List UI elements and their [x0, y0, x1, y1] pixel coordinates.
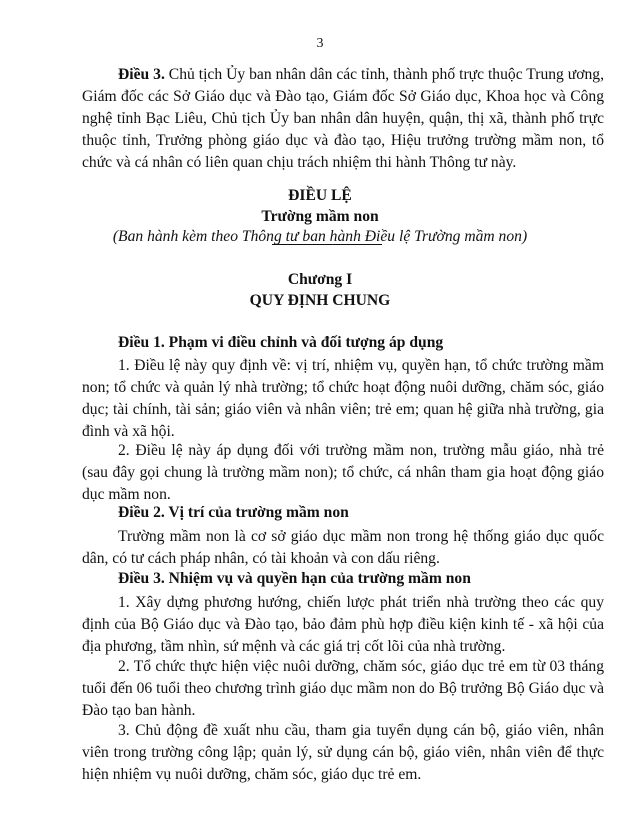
article-3-paragraph-1: 1. Xây dựng phương hướng, chiến lược phát triển nhà trường theo các quy định của Bộ Giáo dục và Đào tạo, bảo đảm phù hợp điều kiện kinh tế - xã hội của địa phương, tầm nhìn, sứ mệnh và các giá trị cốt lõi của nhà trường.: [82, 594, 604, 655]
intro-article-3: [82, 64, 604, 174]
article-3-paragraph-2: 2. Tổ chức thực hiện việc nuôi dưỡng, chăm sóc, giáo dục trẻ em từ 03 tháng tuổi đến 06 tuổi theo chương trình giáo dục mầm non do Bộ trưởng Bộ Giáo dục và Đào tạo ban hành.: [82, 658, 604, 719]
document-note: (Ban hành kèm theo Thông tư ban hành Điều lệ Trường mầm non): [112, 228, 528, 245]
document-subtitle: Trường mầm non: [261, 208, 379, 225]
article-2-heading: Điều 2. Vị trí của trường mầm non: [118, 504, 349, 521]
page-number: 3: [316, 36, 324, 51]
article-1-paragraph-1: 1. Điều lệ này quy định về: vị trí, nhiệm vụ, quyền hạn, tổ chức trường mầm non; tổ chức và quản lý nhà trường; tổ chức hoạt động nuôi dưỡng, chăm sóc, giáo dục; tài chính, tài sản; giáo viên và nhân viên; trẻ em; quan hệ giữa nhà trường, gia đình và xã hội.: [82, 357, 604, 440]
intro-text: Chủ tịch Ủy ban nhân dân các tỉnh, thành phố trực thuộc Trung ương, Giám đốc các Sở Giáo dục và Đào tạo, Giám đốc Sở Giáo dục, Khoa học và Công nghệ tỉnh Bạc Liêu, Chủ tịch Ủy ban nhân dân huyện, quận, thị xã, thành phố trực thuộc tỉnh, Trưởng phòng giáo dục và đào tạo, Hiệu trưởng trường mầm non, tổ chức và cá nhân có liên quan chịu trách nhiệm thi hành Thông tư này.: [82, 66, 604, 171]
article-1-paragraph-2: 2. Điều lệ này áp dụng đối với trường mầm non, trường mẫu giáo, nhà trẻ (sau đây gọi chung là trường mầm non); tổ chức, cá nhân tham gia hoạt động giáo dục mầm non.: [82, 442, 604, 503]
chapter-title: QUY ĐỊNH CHUNG: [249, 292, 391, 309]
document-title: ĐIỀU LỆ: [288, 187, 352, 204]
article-3-paragraph-3: 3. Chủ động đề xuất nhu cầu, tham gia tuyển dụng cán bộ, giáo viên, nhân viên trong trường công lập; quản lý, sử dụng cán bộ, giáo viên, nhân viên để thực hiện nhiệm vụ nuôi dưỡng, chăm sóc, giáo dục trẻ em.: [82, 722, 604, 783]
title-divider: [272, 244, 382, 245]
article-1-heading: Điều 1. Phạm vi điều chỉnh và đối tượng áp dụng: [118, 334, 444, 351]
intro-label: Điều 3.: [118, 66, 165, 83]
chapter-number: Chương I: [287, 271, 353, 288]
article-3-heading: Điều 3. Nhiệm vụ và quyền hạn của trường mầm non: [118, 570, 471, 587]
article-2-paragraph-1: Trường mầm non là cơ sở giáo dục mầm non trong hệ thống giáo dục quốc dân, có tư cách pháp nhân, có tài khoản và con dấu riêng.: [82, 528, 604, 567]
